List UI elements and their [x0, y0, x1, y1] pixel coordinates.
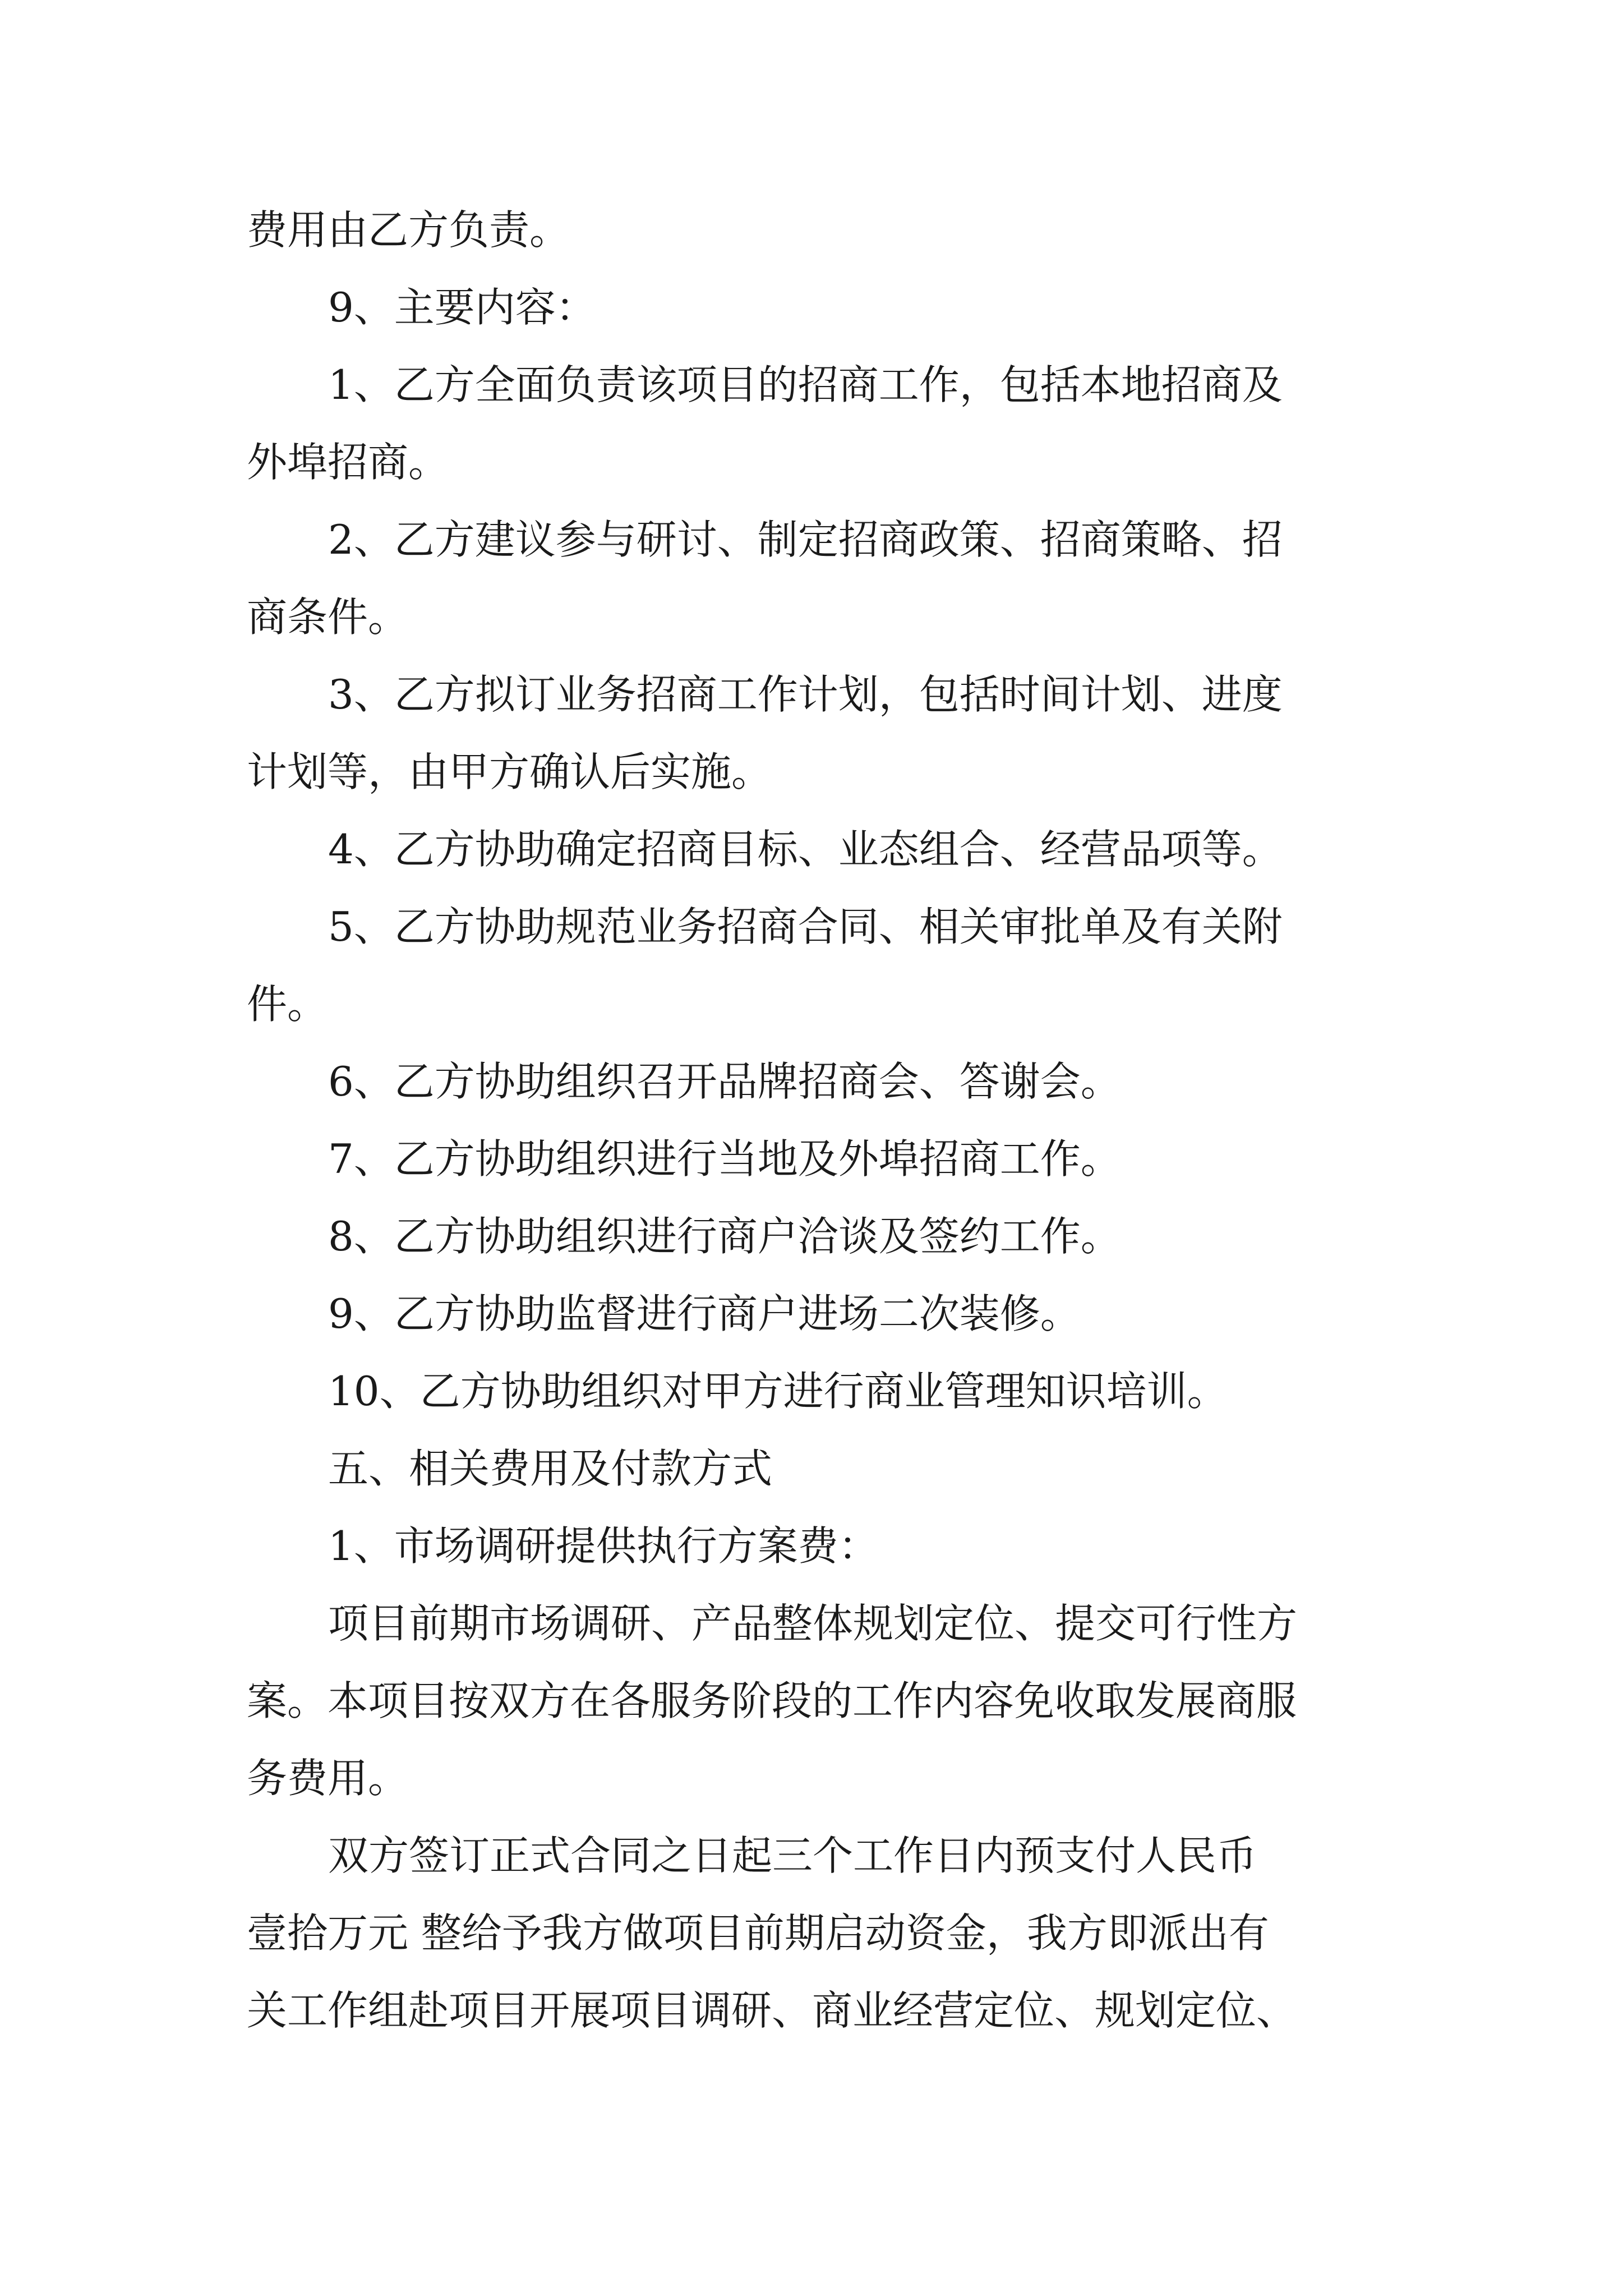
paragraph-line: 案。本项目按双方在各服务阶段的工作内容免收取发展商服 [247, 1677, 1297, 1724]
list-item: 1、乙方全面负责该项目的招商工作，包括本地招商及 [328, 361, 1283, 408]
paragraph-line: 务费用。 [247, 1755, 409, 1802]
text-line: 件。 [247, 981, 328, 1028]
subsection-heading: 1、市场调研提供执行方案费： [328, 1522, 879, 1570]
text-line: 商条件。 [247, 593, 409, 641]
list-item: 2、乙方建议参与研讨、制定招商政策、招商策略、招 [328, 516, 1283, 563]
paragraph-line: 关工作组赴项目开展项目调研、商业经营定位、规划定位、 [247, 1987, 1297, 2034]
section-heading: 9、主要内容： [328, 284, 596, 331]
paragraph-line: 双方签订正式合同之日起三个工作日内预支付人民币 [328, 1832, 1257, 1879]
text-line: 外埠招商。 [247, 439, 449, 486]
list-item: 8、乙方协助组织进行商户洽谈及签约工作。 [328, 1213, 1121, 1260]
list-item: 4、乙方协助确定招商目标、业态组合、经营品项等。 [328, 826, 1283, 873]
list-item: 5、乙方协助规范业务招商合同、相关审批单及有关附 [328, 903, 1283, 950]
list-item: 7、乙方协助组织进行当地及外埠招商工作。 [328, 1135, 1121, 1182]
text-line: 费用由乙方负责。 [247, 206, 570, 254]
paragraph-line: 壹拾万元 整给予我方做项目前期启动资金，我方即派出有 [247, 1910, 1269, 1957]
list-item: 3、乙方拟订业务招商工作计划，包括时间计划、进度 [328, 671, 1283, 718]
list-item: 6、乙方协助组织召开品牌招商会、答谢会。 [328, 1058, 1121, 1105]
list-item: 10、乙方协助组织对甲方进行商业管理知识培训。 [328, 1368, 1228, 1415]
list-item: 9、乙方协助监督进行商户进场二次装修。 [328, 1290, 1081, 1337]
section-heading: 五、相关费用及付款方式 [328, 1445, 773, 1492]
text-line: 计划等，由甲方确认后实施。 [247, 748, 772, 795]
paragraph-line: 项目前期市场调研、产品整体规划定位、提交可行性方 [328, 1600, 1298, 1647]
